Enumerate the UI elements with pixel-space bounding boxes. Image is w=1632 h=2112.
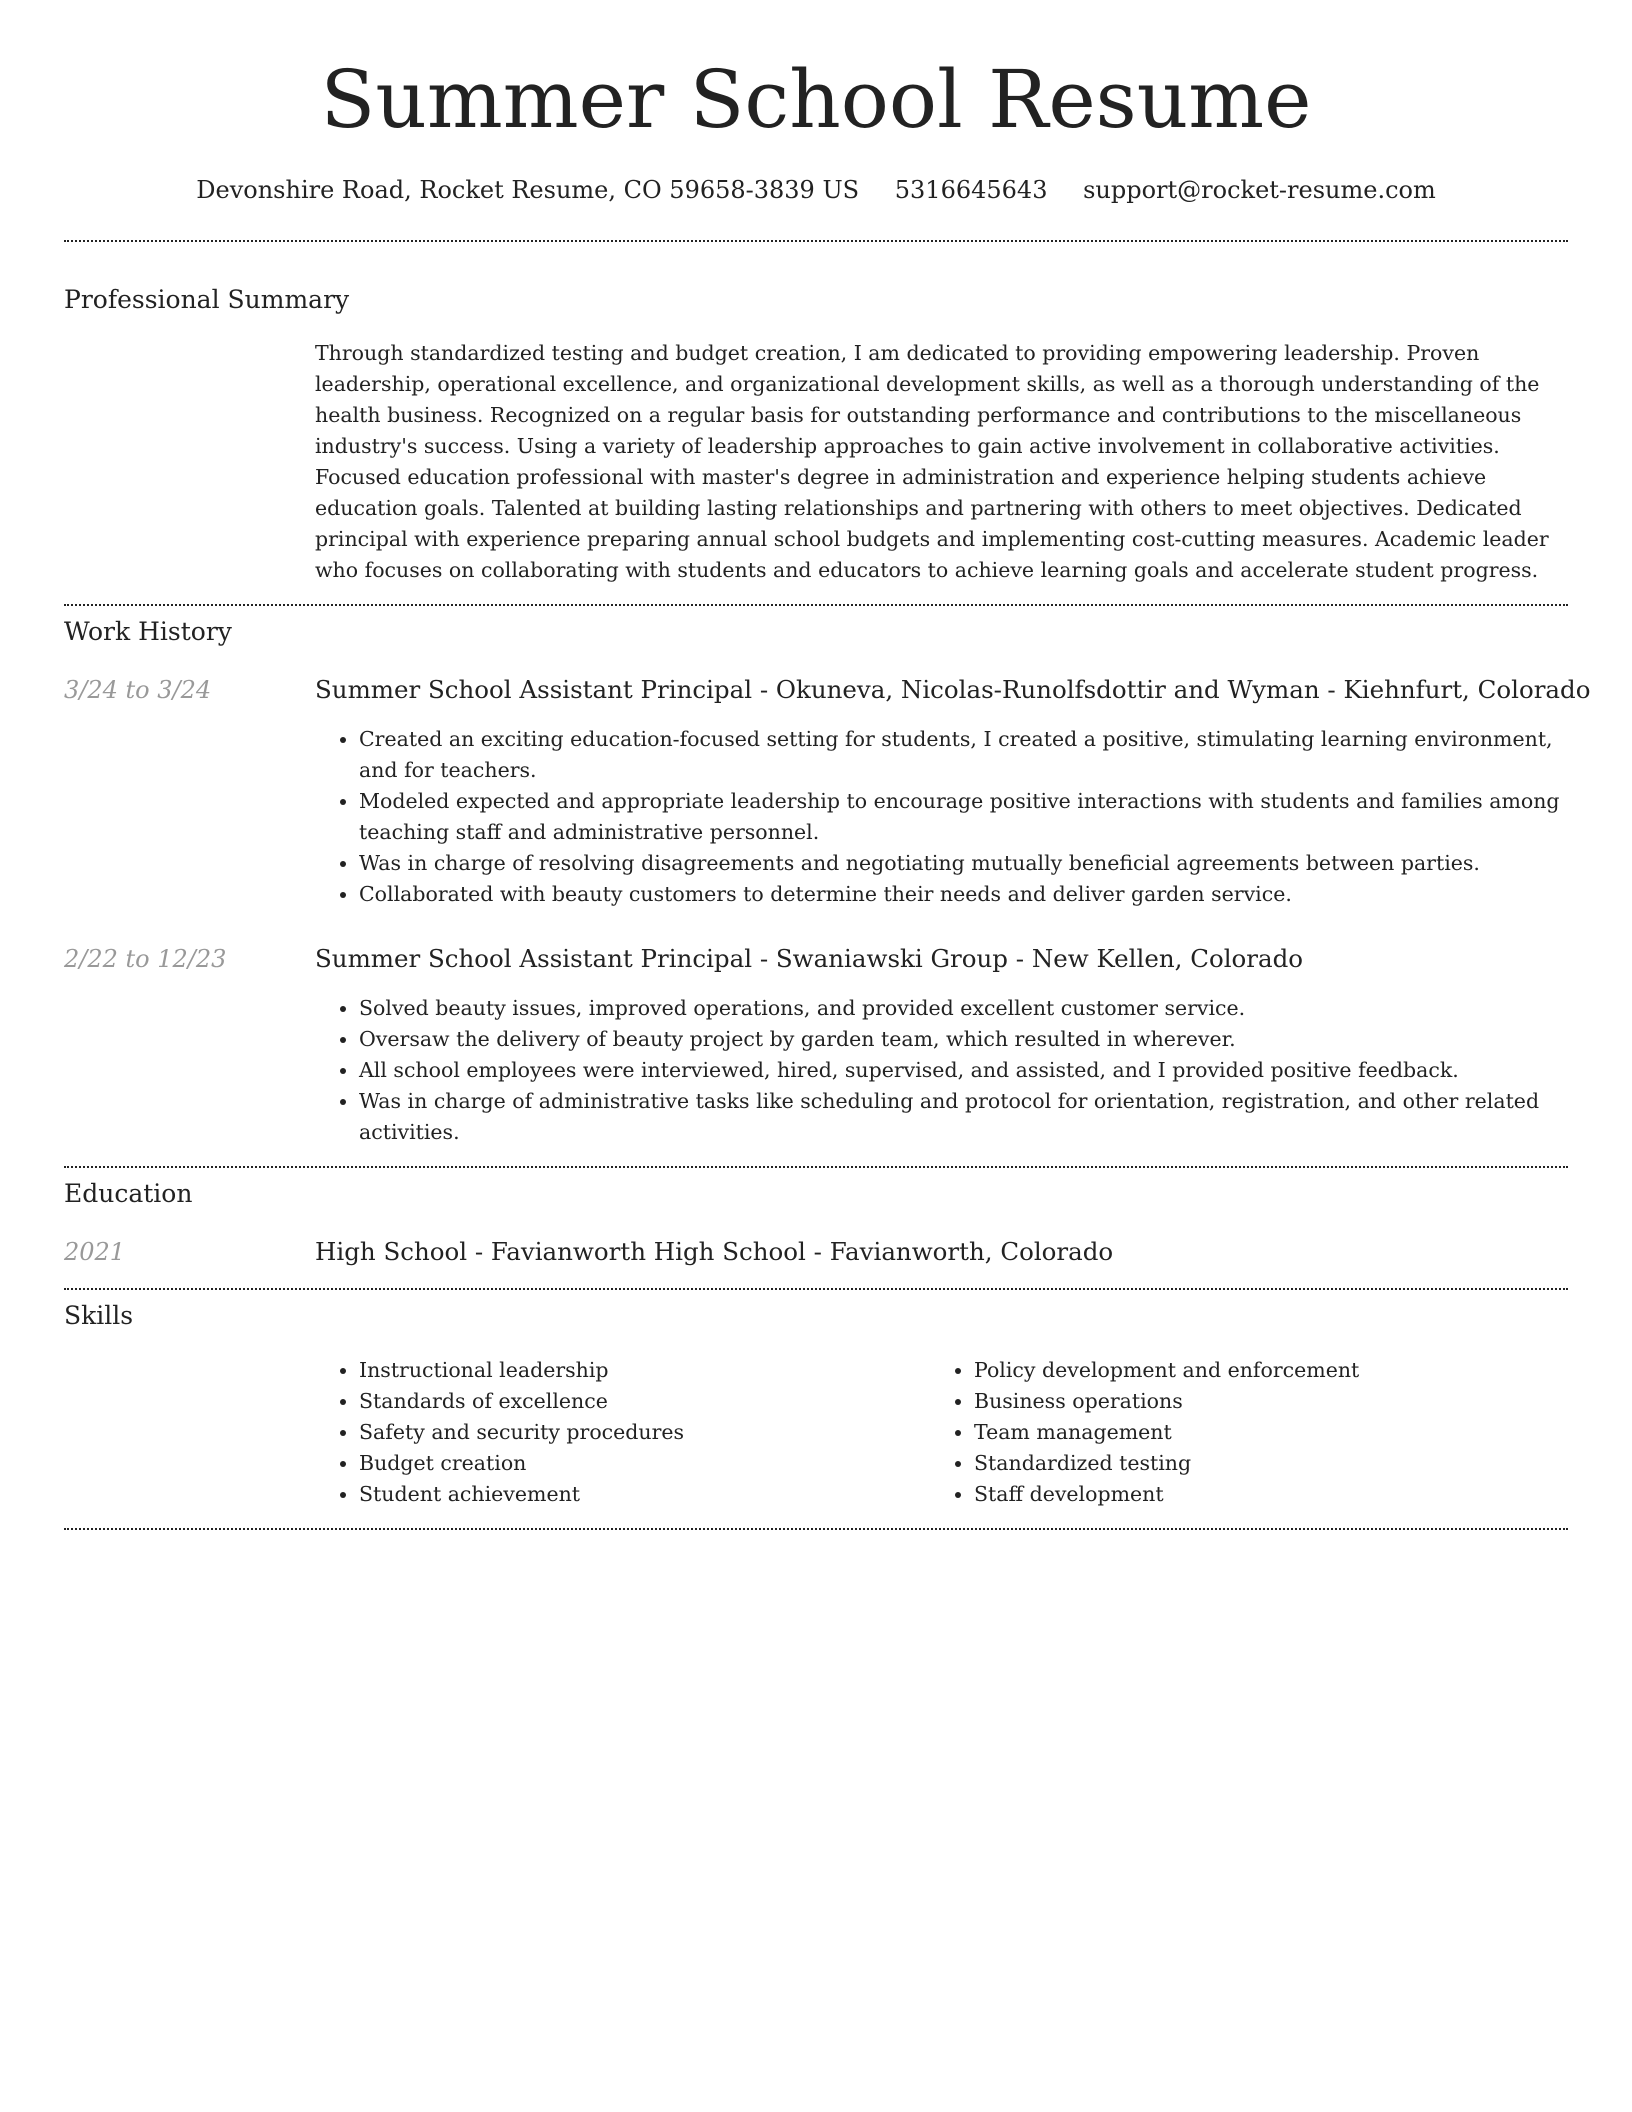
job-bullet-list xyxy=(315,993,1568,1148)
job-bullet: • Collaborated with beauty customers to determine their needs and deliver garden service. xyxy=(359,879,1568,910)
education-year: 2021 xyxy=(64,1238,126,1266)
skill-item: • Safety and security procedures xyxy=(359,1417,929,1448)
job-bullet-list xyxy=(315,724,1568,910)
divider-work-history xyxy=(64,1166,1568,1168)
skill-item: • Instructional leadership xyxy=(359,1355,929,1386)
resume-title: Summer School Resume xyxy=(320,53,1312,146)
job-bullet: • Created an exciting education-focused setting for students, I created a positive, stimulating learning environment, and for teachers. xyxy=(359,724,1568,786)
summary-text: Through standardized testing and budget creation, I am dedicated to providing empowering leadership. Proven leadership, operational excellence, and organizational development skills, as well as a thorough understanding of the health business. Recognized on a regular basis for outstanding performance and contributions to the miscellaneous industry's success. Using a variety of leadership approaches to gain active involvement in collaborative activities. Focused education professional with master's degree in administration and experience helping students achieve education goals. Talented at building lasting relationships and partnering with others to meet objectives. Dedicated principal with experience preparing annual school budgets and implementing cost-cutting measures. Academic leader who focuses on collaborating with students and educators to achieve learning goals and accelerate student progress. xyxy=(315,341,1549,582)
divider-skills xyxy=(64,1528,1568,1530)
skill-item: • Student achievement xyxy=(359,1479,929,1510)
skill-item: • Team management xyxy=(974,1417,1568,1448)
job-title: Summer School Assistant Principal - Okuneva, Nicolas-Runolfsdottir and Wyman - Kiehnfurt, Colorado xyxy=(315,675,1591,704)
job-dates: 2/22 to 12/23 xyxy=(64,945,227,973)
contact-line xyxy=(64,170,1568,210)
skill-item: • Standards of excellence xyxy=(359,1386,929,1417)
skill-item: • Staff development xyxy=(974,1479,1568,1510)
skill-item: • Business operations xyxy=(974,1386,1568,1417)
skill-item: • Policy development and enforcement xyxy=(974,1355,1568,1386)
job-bullet: • Modeled expected and appropriate leadership to encourage positive interactions with students and families among teaching staff and administrative personnel. xyxy=(359,786,1568,848)
skill-item: • Standardized testing xyxy=(974,1448,1568,1479)
divider-header xyxy=(64,240,1568,242)
skills-list-left xyxy=(315,1355,929,1510)
job-bullet: • Solved beauty issues, improved operations, and provided excellent customer service. xyxy=(359,993,1568,1024)
section-title-summary: Professional Summary xyxy=(64,285,350,314)
section-title-skills: Skills xyxy=(64,1301,134,1330)
job-bullet: • All school employees were interviewed, hired, supervised, and assisted, and I provided positive feedback. xyxy=(359,1055,1568,1086)
divider-summary xyxy=(64,604,1568,606)
contact-email: support@rocket-resume.com xyxy=(1083,176,1436,204)
job-bullet: • Oversaw the delivery of beauty project by garden team, which resulted in wherever. xyxy=(359,1024,1568,1055)
section-title-education: Education xyxy=(64,1179,193,1208)
job-title: Summer School Assistant Principal - Swaniawski Group - New Kellen, Colorado xyxy=(315,944,1304,973)
job-dates: 3/24 to 3/24 xyxy=(64,676,212,704)
contact-address: Devonshire Road, Rocket Resume, CO 59658-3839 US xyxy=(196,176,860,204)
divider-education xyxy=(64,1288,1568,1290)
skills-list-right xyxy=(930,1355,1568,1510)
job-bullet: • Was in charge of resolving disagreements and negotiating mutually beneficial agreements between parties. xyxy=(359,848,1568,879)
section-title-work-history: Work History xyxy=(64,617,232,646)
contact-phone: 5316645643 xyxy=(894,176,1048,204)
skill-item: • Budget creation xyxy=(359,1448,929,1479)
education-title: High School - Favianworth High School - Favianworth, Colorado xyxy=(315,1237,1114,1266)
job-bullet: • Was in charge of administrative tasks like scheduling and protocol for orientation, registration, and other related activities. xyxy=(359,1086,1568,1148)
